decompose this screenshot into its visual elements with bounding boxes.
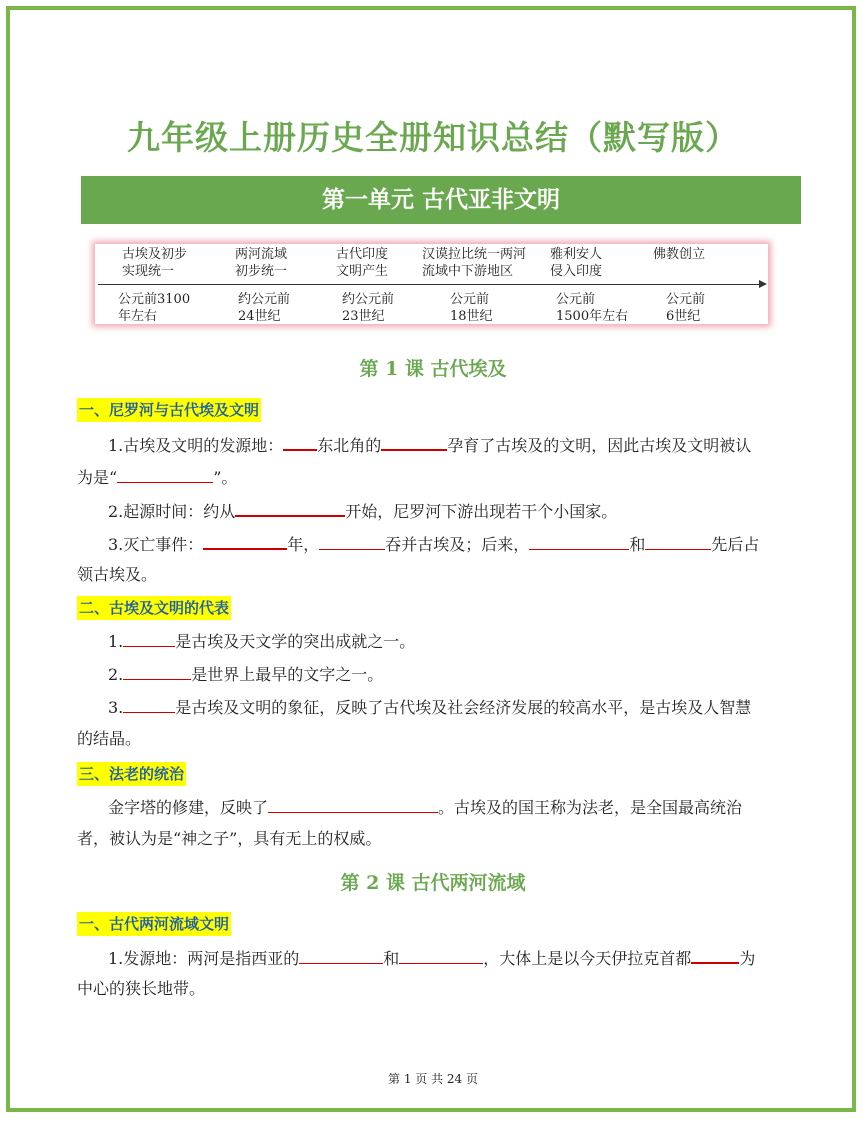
timeline-date: 公元前 1500年左右 — [556, 292, 629, 324]
timeline-chart — [95, 244, 768, 324]
fill-blank[interactable] — [123, 663, 191, 680]
fill-blank[interactable] — [319, 533, 385, 550]
fill-blank[interactable] — [123, 630, 175, 647]
fill-blank[interactable] — [283, 433, 317, 451]
fill-blank[interactable] — [299, 947, 383, 964]
timeline-event: 汉谟拉比统一两河 流域中下游地区 — [422, 247, 527, 279]
timeline-event: 古代印度 文明产生 — [336, 247, 389, 279]
unit-banner: 第一单元 古代亚非文明 — [81, 176, 801, 224]
text-line: 的结晶。 — [77, 729, 142, 748]
lesson-title: 第 2 课 古代两河流域 — [340, 872, 526, 894]
fill-blank[interactable] — [123, 696, 175, 713]
timeline-event: 两河流域 初步统一 — [235, 247, 288, 279]
timeline-date: 约公元前 23世纪 — [342, 292, 395, 324]
lesson-title: 第 1 课 古代埃及 — [359, 358, 507, 380]
timeline-date: 公元前 18世纪 — [450, 292, 493, 324]
fill-blank[interactable] — [117, 466, 213, 483]
timeline-date: 约公元前 24世纪 — [238, 292, 291, 324]
timeline-event: 雅利安人 侵入印度 — [550, 247, 603, 279]
document-title: 九年级上册历史全册知识总结（默写版） — [127, 118, 739, 157]
timeline-date: 公元前3100 年左右 — [118, 292, 191, 324]
fill-blank[interactable] — [691, 946, 739, 964]
text-line: 2. 是世界上最早的文字之一。 — [108, 665, 384, 684]
text-line: 1.古埃及文明的发源地： 东北角的 孕育了古埃及的文明，因此古埃及文明被认 — [108, 433, 789, 456]
timeline-axis — [98, 284, 761, 285]
timeline-arrow — [759, 280, 767, 288]
fill-blank[interactable] — [268, 796, 438, 813]
text-line: 者，被认为是“神之子”，具有无上的权威。 — [77, 829, 382, 848]
text-line: 领古埃及。 — [77, 565, 158, 584]
fill-blank[interactable] — [645, 533, 711, 550]
timeline-date: 公元前 6世纪 — [666, 292, 706, 324]
text-line: 金字塔的修建，反映了 。古埃及的国王称为法老，是全国最高统治 — [108, 798, 743, 817]
timeline-event: 佛教创立 — [653, 247, 706, 262]
text-line: 1. 是古埃及天文学的突出成就之一。 — [108, 632, 416, 651]
page-footer: 第 1 页 共 24 页 — [388, 1072, 478, 1086]
section-heading: 一、尼罗河与古代埃及文明 — [77, 398, 261, 422]
timeline-event: 古埃及初步 实现统一 — [122, 247, 188, 279]
fill-blank[interactable] — [235, 499, 345, 517]
text-line: 中心的狭长地带。 — [77, 979, 206, 998]
text-line: 1.发源地：两河是指西亚的 和 ，大体上是以今天伊拉克首都 为 — [108, 946, 789, 969]
fill-blank[interactable] — [399, 947, 483, 964]
text-line: 3.灭亡事件： 年， 吞并古埃及；后来， 和 先后占 — [108, 532, 789, 555]
fill-blank[interactable] — [381, 433, 447, 451]
text-line: 2.起源时间：约从 开始，尼罗河下游出现若干个小国家。 — [108, 499, 789, 522]
text-line: 为是“ ”。 — [77, 468, 238, 487]
fill-blank[interactable] — [203, 532, 287, 550]
section-heading: 一、古代两河流域文明 — [77, 912, 231, 936]
fill-blank[interactable] — [529, 533, 629, 550]
section-heading: 二、古埃及文明的代表 — [77, 596, 231, 620]
section-heading: 三、法老的统治 — [77, 762, 186, 786]
text-line: 3. 是古埃及文明的象征，反映了古代埃及社会经济发展的较高水平，是古埃及人智慧 — [108, 698, 752, 717]
